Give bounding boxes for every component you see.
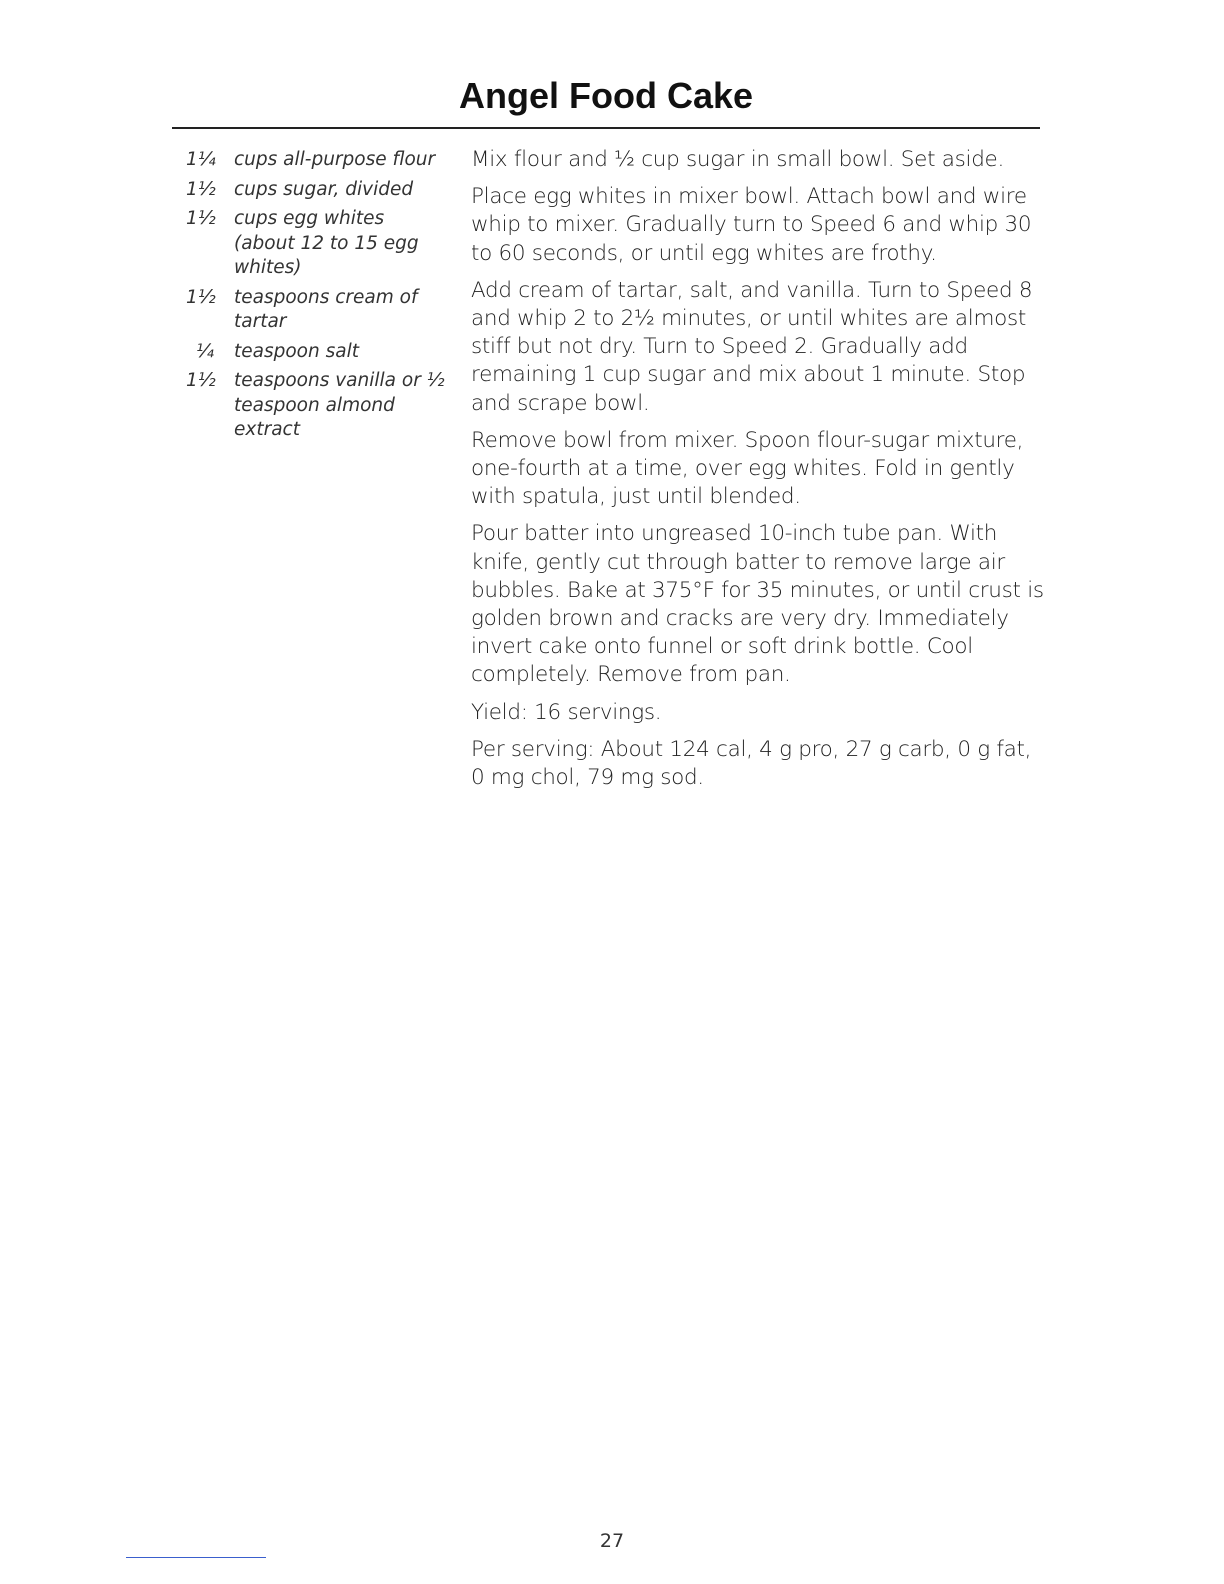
ingredient-quantity: ¼ [196,340,214,362]
ingredient-description: cups all-purpose flour [234,149,436,170]
ingredient-description: cups sugar, divided [234,178,414,200]
ingredient-quantity: 1½ [186,370,216,391]
direction-step: Add cream of tartar, salt, and vanilla. Turn to Speed 8 and whip 2 to 2½ minutes, or until whites are almost stiff but not dry. Turn to Speed 2. Gradually add remaining 1 cup sugar and mix about 1 minute. Stop and scrape bowl. [471,277,1033,416]
yield: Yield: 16 servings. [471,699,662,725]
ingredient-quantity: 1½ [186,286,216,308]
nutrition-info: Per serving: About 124 cal, 4 g pro, 27 g carb, 0 g fat, 0 mg chol, 79 mg sod. [471,736,1032,791]
ingredient-description: teaspoon salt [234,340,359,362]
ingredient-item [186,369,446,443]
ingredient-item [186,340,446,365]
ingredient-quantity: 1½ [186,208,216,229]
direction-step: Pour batter into ungreased 10-inch tube pan. With knife, gently cut through batter to remove large air bubbles. Bake at 375°F for 35 minutes, or until crust is golden brown and cracks are very dry. Immediately invert cake onto funnel or soft drink bottle. Cool completely. Remove from pan. [471,521,1044,688]
ingredient-quantity: 1½ [186,178,216,200]
direction-step: Place egg whites in mixer bowl. Attach bowl and wire whip to mixer. Gradually turn to Speed 6 and whip 30 to 60 seconds, or until egg whites are frothy. [471,184,1032,266]
direction-step: Remove bowl from mixer. Spoon flour-sugar mixture, one-fourth at a time, over egg whites. Fold in gently with spatula, just until blended. [471,427,1024,510]
ingredient-list [186,148,446,448]
directions [471,146,1051,801]
title-divider [172,127,1040,129]
ingredient-item [186,178,446,203]
ingredient-description: teaspoons vanilla or ½ teaspoon almond extract [234,370,445,440]
ingredient-item [186,286,446,335]
page-number: 27 [599,1530,625,1552]
page-title: Angel Food Cake [458,75,754,116]
ingredient-description: cups egg whites (about 12 to 15 egg whites) [234,208,419,278]
direction-step: Mix flour and ½ cup sugar in small bowl. Set aside. [471,147,1005,172]
footer-link-underline [126,1557,266,1558]
ingredient-item [186,207,446,281]
ingredient-item [186,148,446,173]
ingredient-description: teaspoons cream of tartar [234,286,418,332]
ingredient-quantity: 1¼ [186,149,216,170]
